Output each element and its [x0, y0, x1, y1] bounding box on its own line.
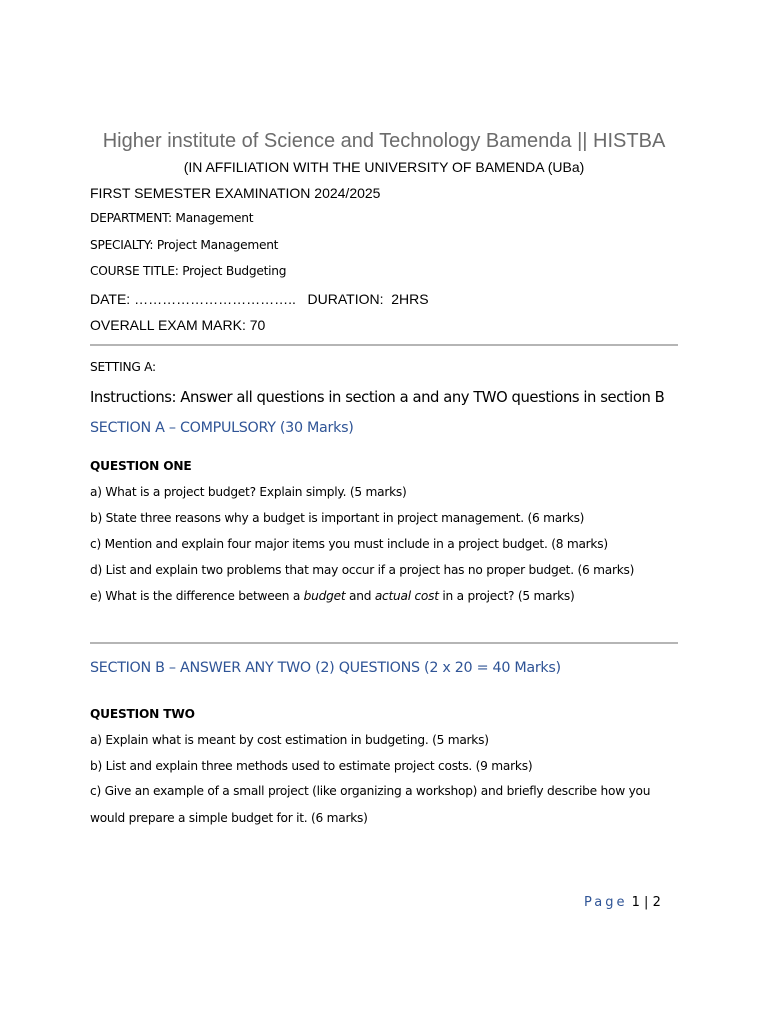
question-one-item-b: b) State three reasons why a budget is important in project management. (6 marks) [90, 511, 585, 525]
question-two-item-b: b) List and explain three methods used to estimate project costs. (9 marks) [90, 759, 533, 773]
question-two-item-c-continued: would prepare a simple budget for it. (6 marks) [90, 811, 368, 825]
total-pages: 2 [652, 895, 661, 910]
course-title-line: COURSE TITLE: Project Budgeting [90, 264, 287, 278]
question-one-item-a: a) What is a project budget? Explain simply. (5 marks) [90, 485, 407, 499]
page-number: 1 [631, 895, 640, 910]
exam-title: FIRST SEMESTER EXAMINATION 2024/2025 [90, 185, 381, 201]
section-divider [90, 642, 678, 644]
question-two-item-a: a) Explain what is meant by cost estimation in budgeting. (5 marks) [90, 733, 489, 747]
item-e-text-2: and [345, 589, 375, 603]
question-one-title: QUESTION ONE [90, 459, 192, 473]
header-divider [90, 344, 678, 346]
item-e-emphasis-actual-cost: actual cost [374, 589, 439, 603]
item-e-text-1: e) What is the difference between a [90, 589, 304, 603]
page-footer [584, 895, 661, 910]
specialty-line: SPECIALTY: Project Management [90, 238, 279, 252]
question-two-title: QUESTION TWO [90, 707, 195, 721]
page-separator: | [644, 895, 649, 910]
section-b-title: SECTION B – ANSWER ANY TWO (2) QUESTIONS (2 x 20 = 40 Marks) [90, 660, 561, 676]
question-two-item-c: c) Give an example of a small project (like organizing a workshop) and briefly describe how you [90, 784, 651, 798]
affiliation-line: (IN AFFILIATION WITH THE UNIVERSITY OF BAMENDA (UBa) [183, 159, 585, 175]
question-one-item-c: c) Mention and explain four major items you must include in a project budget. (8 marks) [90, 537, 608, 551]
section-a-title: SECTION A – COMPULSORY (30 Marks) [90, 420, 354, 436]
institute-title: Higher institute of Science and Technology Bamenda || HISTBA [102, 130, 666, 152]
item-e-emphasis-budget: budget [303, 589, 346, 603]
question-one-item-e [90, 589, 575, 603]
instructions: Instructions: Answer all questions in section a and any TWO questions in section B [90, 389, 665, 406]
page-word: Page [584, 895, 628, 910]
overall-mark-line: OVERALL EXAM MARK: 70 [90, 317, 266, 333]
department-line: DEPARTMENT: Management [90, 211, 254, 225]
item-e-text-3: in a project? (5 marks) [438, 589, 575, 603]
question-one-item-d: d) List and explain two problems that may occur if a project has no proper budget. (6 marks) [90, 563, 635, 577]
date-duration-line: DATE: …………………………….. DURATION: 2HRS [90, 291, 429, 307]
setting-label: SETTING A: [90, 360, 156, 374]
